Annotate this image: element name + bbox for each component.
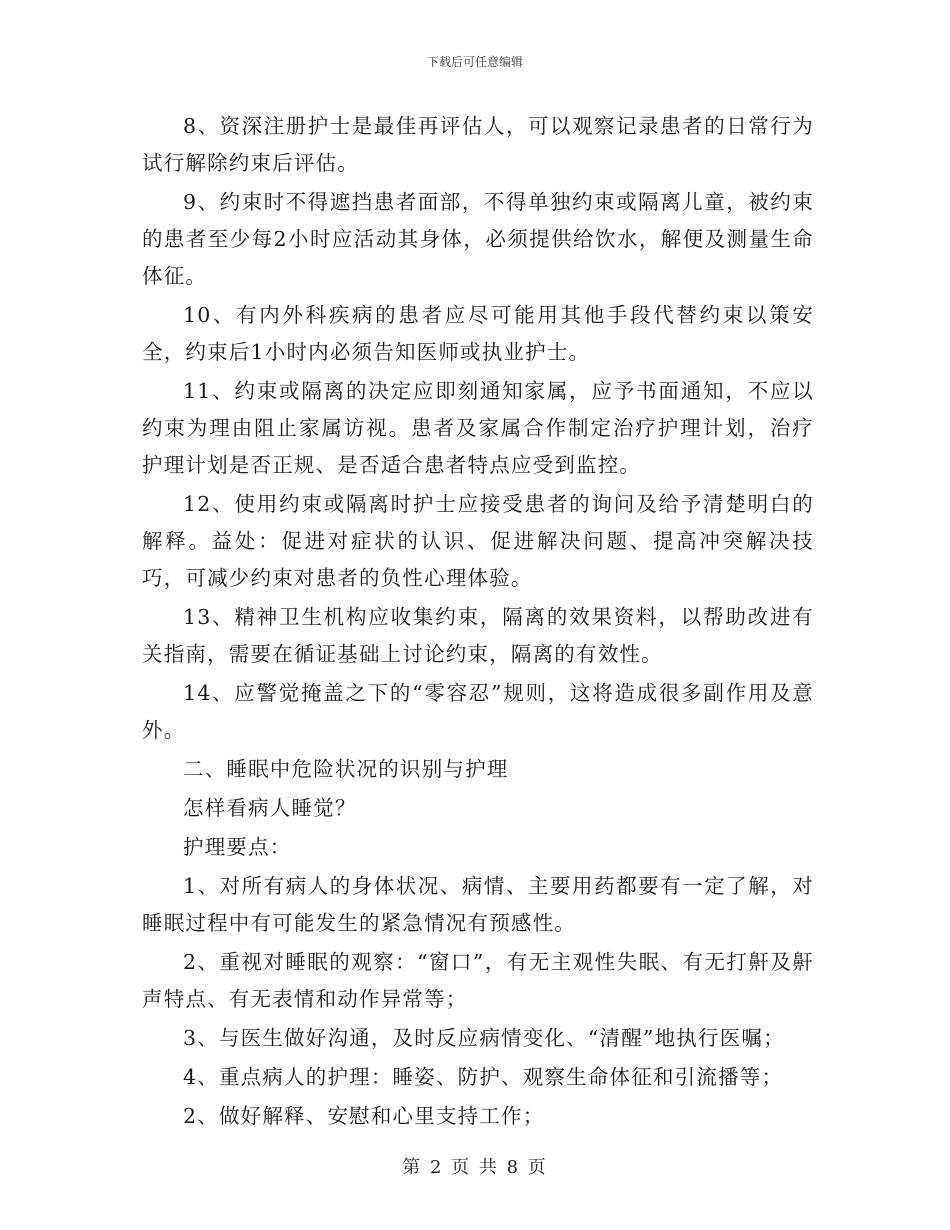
paragraph-item-12: 12、使用约束或隔离时护士应接受患者的询问及给予清楚明白的解释。益处：促进对症状的认识、促进解决问题、提高冲突解决技巧，可减少约束对患者的负性心理体验。 <box>142 492 814 590</box>
paragraph-item-10: 10、有内外科疾病的患者应尽可能用其他手段代替约束以策安全，约束后1小时内必须告知医师或执业护士。 <box>142 303 814 364</box>
document-body <box>142 108 814 1137</box>
paragraph-item-11: 11、约束或隔离的决定应即刻通知家属，应予书面通知，不应以约束为理由阻止家属访视。患者及家属合作制定治疗护理计划，治疗护理计划是否正规、是否适合患者特点应受到监控。 <box>142 379 814 477</box>
question-line: 怎样看病人睡觉？ <box>183 796 357 820</box>
care-point-5: 2、做好解释、安慰和心里支持工作； <box>183 1104 545 1128</box>
care-point-3: 3、与医生做好沟通，及时反应病情变化、“清醒”地执行医嘱； <box>183 1026 785 1050</box>
paragraph-item-14: 14、应警觉掩盖之下的“零容忍”规则，这将造成很多副作用及意外。 <box>142 681 814 742</box>
paragraph-item-9: 9、约束时不得遮挡患者面部，不得单独约束或隔离儿童，被约束的患者至少每2小时应活动其身体，必须提供给饮水，解便及测量生命体征。 <box>142 190 814 288</box>
paragraph-item-8: 8、资深注册护士是最佳再评估人，可以观察记录患者的日常行为试行解除约束后评估。 <box>142 114 814 175</box>
care-point-1: 1、对所有病人的身体状况、病情、主要用药都要有一定了解，对睡眠过程中有可能发生的紧急情况有预感性。 <box>142 874 814 935</box>
key-points-label: 护理要点： <box>183 835 292 859</box>
page-number: 第 2 页 共 8 页 <box>402 1157 548 1178</box>
care-point-2: 2、重视对睡眠的观察：“窗口”，有无主观性失眠、有无打鼾及鼾声特点、有无表情和动作异常等； <box>142 950 814 1011</box>
page-header: 下载后可任意编辑 <box>426 55 523 69</box>
section-heading: 二、睡眠中危险状况的识别与护理 <box>183 757 509 781</box>
care-point-4: 4、重点病人的护理：睡姿、防护、观察生命体征和引流播等； <box>183 1065 784 1089</box>
paragraph-item-13: 13、精神卫生机构应收集约束，隔离的效果资料，以帮助改进有关指南，需要在循证基础上讨论约束，隔离的有效性。 <box>142 605 814 666</box>
